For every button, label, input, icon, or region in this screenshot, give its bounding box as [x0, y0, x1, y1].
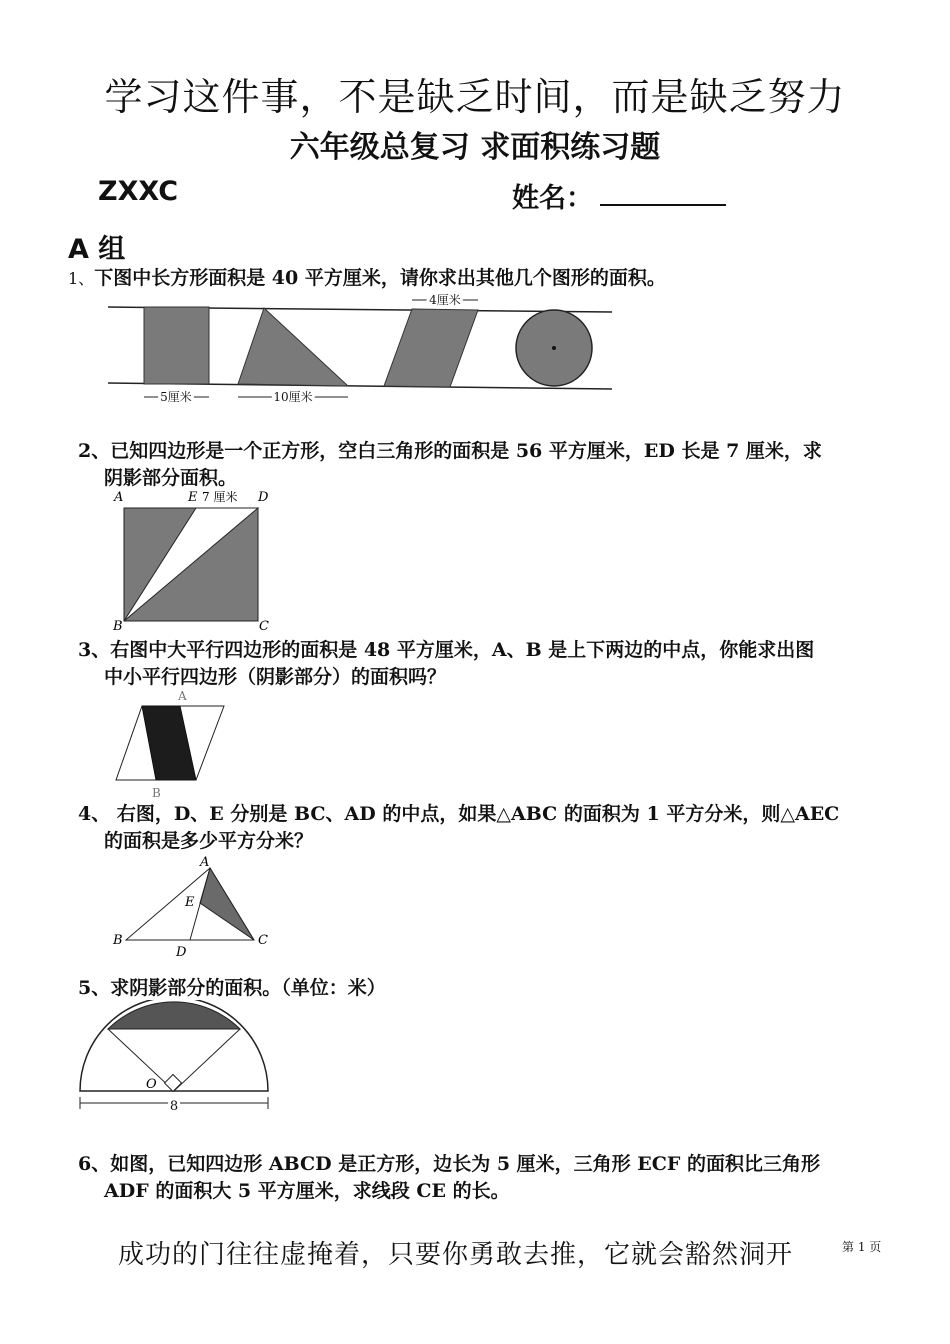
- question-1-number: 1、: [68, 269, 95, 288]
- fig1-parallelogram: [384, 309, 478, 387]
- fig1-label-5cm: 5厘米: [160, 390, 192, 404]
- fig4-label-d: D: [176, 945, 187, 960]
- fig3-label-b: B: [152, 786, 161, 800]
- question-2-line-1: 2、已知四边形是一个正方形，空白三角形的面积是 56 平方厘米，ED 长是 7 厘米，求: [78, 440, 822, 462]
- page-title: 六年级总复习 求面积练习题: [289, 130, 661, 165]
- fig1-label-4cm: 4厘米: [429, 293, 461, 307]
- group-label: A 组: [68, 234, 126, 265]
- fig2-label-7cm: 7 厘米: [202, 490, 238, 504]
- question-4: [78, 801, 884, 855]
- fig2-label-d: D: [258, 490, 269, 505]
- question-4-line-2: 的面积是多少平方分米？: [104, 830, 314, 852]
- fig2-label-a: A: [114, 490, 124, 505]
- figure-1-shapes: [104, 290, 619, 412]
- footer-quote: 成功的门往往虚掩着，只要你勇敢去推，它就会豁然洞开: [118, 1240, 794, 1270]
- fig1-rectangle: [144, 307, 209, 384]
- figure-2-square: [108, 486, 278, 632]
- fig5-label-8: 8: [169, 1099, 179, 1114]
- fig1-label-10cm: 10厘米: [273, 390, 313, 404]
- question-6-line-2: ADF 的面积大 5 平方厘米，求线段 CE 的长。: [104, 1180, 510, 1202]
- fig4-label-e: E: [185, 895, 195, 910]
- question-1: [68, 265, 666, 292]
- fig2-label-b: B: [113, 619, 123, 632]
- motto-heading: 学习这件事，不是缺乏时间，而是缺乏努力: [104, 75, 846, 119]
- question-2-line-2: 阴影部分面积。: [104, 467, 238, 489]
- question-5: [78, 975, 884, 1002]
- class-code: ZXXC: [98, 176, 179, 207]
- question-6-line-1: 6、如图，已知四边形 ABCD 是正方形，边长为 5 厘米，三角形 ECF 的面积比三角形: [78, 1153, 820, 1175]
- question-6: [78, 1151, 884, 1205]
- figure-4-triangle: [108, 850, 278, 960]
- question-2: [78, 438, 884, 492]
- fig4-label-c: C: [258, 933, 268, 948]
- page-number: 第 1 页: [842, 1240, 882, 1254]
- name-blank-line: [600, 204, 726, 206]
- fig4-label-b: B: [113, 933, 123, 948]
- fig2-label-c: C: [259, 619, 269, 632]
- fig5-shaded-segment: [108, 1002, 240, 1029]
- question-5-line-1: 5、求阴影部分的面积。（单位：米）: [78, 977, 386, 999]
- fig2-label-e: E: [188, 490, 198, 505]
- fig5-label-o: O: [146, 1077, 157, 1092]
- fig3-label-a: A: [178, 689, 187, 703]
- question-1-text: 下图中长方形面积是 40 平方厘米，请你求出其他几个图形的面积。: [94, 267, 666, 289]
- question-4-line-1: 4、 右图，D、E 分别是 BC、AD 的中点，如果△ABC 的面积为 1 平方分米，则△AEC: [78, 803, 840, 825]
- name-label: 姓名：: [512, 183, 593, 214]
- question-3: [78, 637, 884, 691]
- figure-3-parallelogram: [108, 686, 233, 802]
- question-3-line-2: 中小平行四边形（阴影部分）的面积吗？: [104, 666, 447, 688]
- fig4-label-a: A: [200, 855, 210, 870]
- question-3-line-1: 3、右图中大平行四边形的面积是 48 平方厘米，A、B 是上下两边的中点，你能求出图: [78, 639, 815, 661]
- fig1-triangle: [238, 308, 348, 386]
- figure-5-semicircle: [70, 1000, 280, 1114]
